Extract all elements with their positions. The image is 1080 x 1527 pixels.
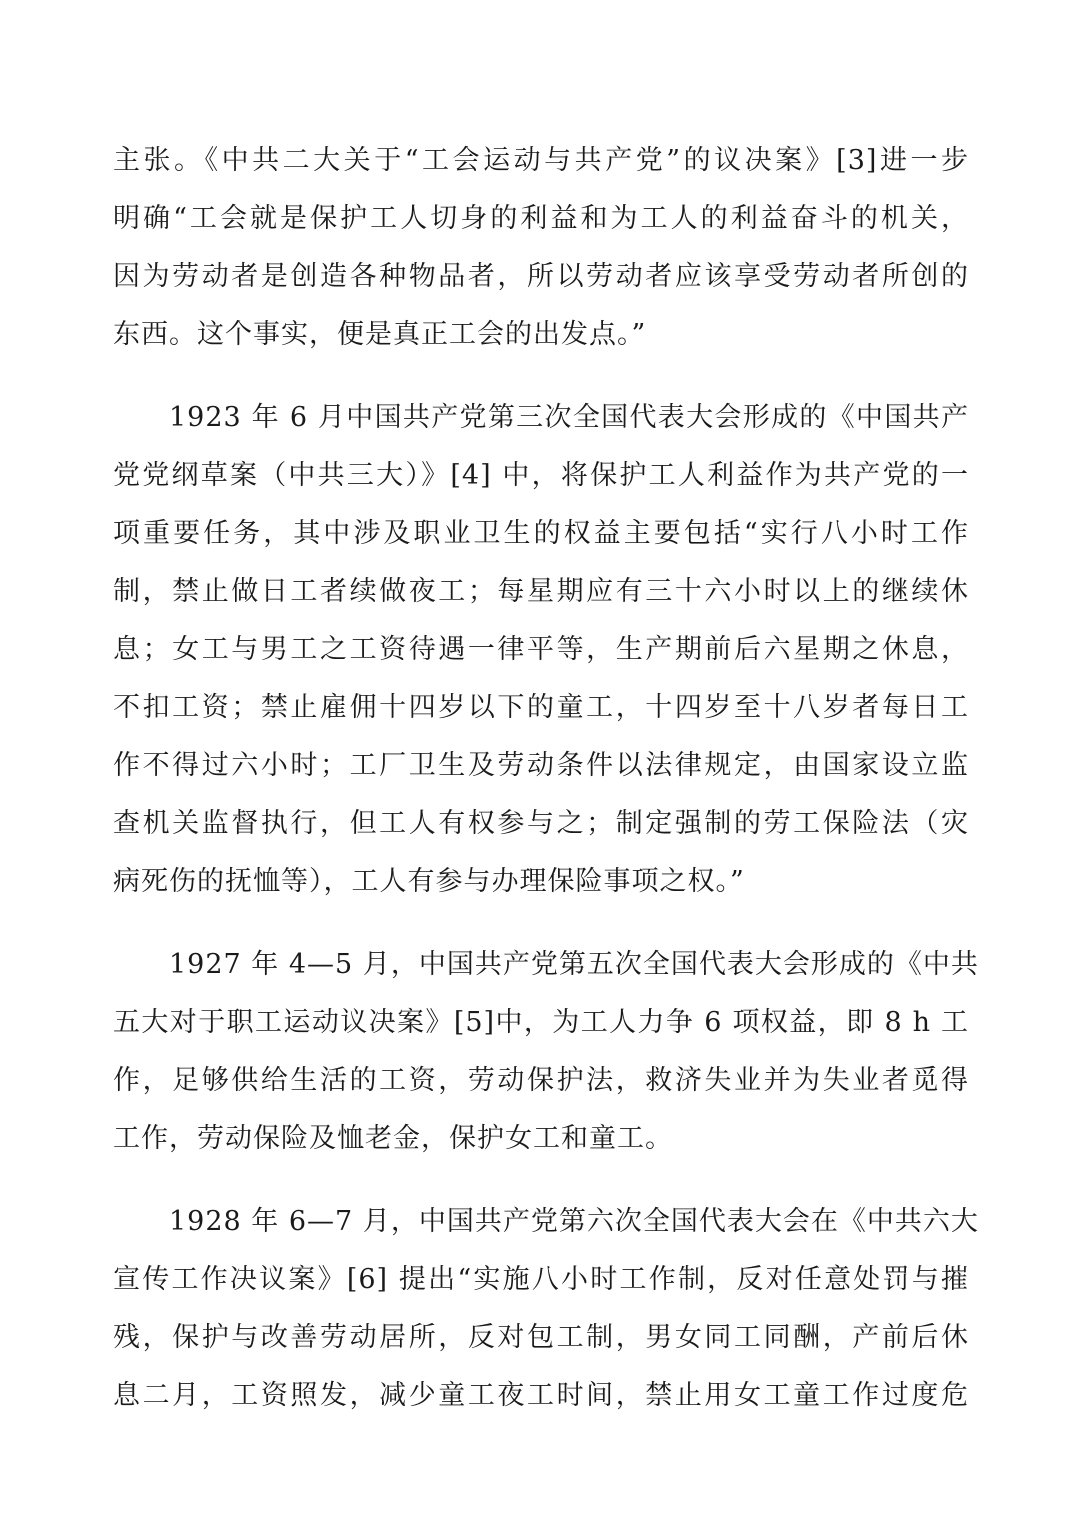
text-line: 制，禁止做日工者续做夜工；每星期应有三十六小时以上的继续休 [113,576,969,607]
text-line: 因为劳动者是创造各种物品者，所以劳动者应该享受劳动者所创的 [113,261,969,292]
text-line: 明确“工会就是保护工人切身的利益和为工人的利益奋斗的机关， [113,203,969,234]
paragraph-1 [113,137,969,369]
text-line: 作不得过六小时；工厂卫生及劳动条件以法律规定，由国家设立监 [113,750,969,781]
text-line: 项重要任务，其中涉及职业卫生的权益主要包括“实行八小时工作 [113,518,969,549]
text-line: 作，足够供给生活的工资，劳动保护法，救济失业并为失业者觅得 [113,1065,969,1096]
text-line: 东西。这个事实，便是真正工会的出发点。” [113,319,647,350]
text-line: 1923 年 6 月中国共产党第三次全国代表大会形成的《中国共产 [169,402,969,433]
text-line: 查机关监督执行，但工人有权参与之；制定强制的劳工保险法（灾 [113,808,969,839]
text-line: 党党纲草案（中共三大）》[4] 中，将保护工人利益作为共产党的一 [113,460,969,491]
paragraph-3 [113,941,979,1173]
text-line: 宣传工作决议案》[6] 提出“实施八小时工作制，反对任意处罚与摧 [113,1264,969,1295]
text-line: 不扣工资；禁止雇佣十四岁以下的童工，十四岁至十八岁者每日工 [113,692,969,723]
paragraph-2 [113,394,969,916]
text-line: 工作，劳动保险及恤老金，保护女工和童工。 [113,1123,673,1154]
text-line: 残，保护与改善劳动居所，反对包工制，男女同工同酬，产前后休 [113,1322,969,1353]
text-line: 1928 年 6—7 月，中国共产党第六次全国代表大会在《中共六大 [169,1206,979,1237]
text-line: 息二月，工资照发，减少童工夜工时间，禁止用女工童工作过度危 [113,1380,969,1411]
paragraph-4 [113,1198,979,1430]
text-line: 主张。《中共二大关于“工会运动与共产党”的议决案》[3]进一步 [113,145,969,176]
text-line: 五大对于职工运动议决案》[5]中，为工人力争 6 项权益，即 8 h 工 [113,1007,969,1038]
text-line: 1927 年 4—5 月，中国共产党第五次全国代表大会形成的《中共 [169,949,979,980]
document-body [113,137,979,1455]
text-line: 病死伤的抚恤等），工人有参与办理保险事项之权。” [113,866,745,897]
text-line: 息；女工与男工之工资待遇一律平等，生产期前后六星期之休息， [113,634,969,665]
